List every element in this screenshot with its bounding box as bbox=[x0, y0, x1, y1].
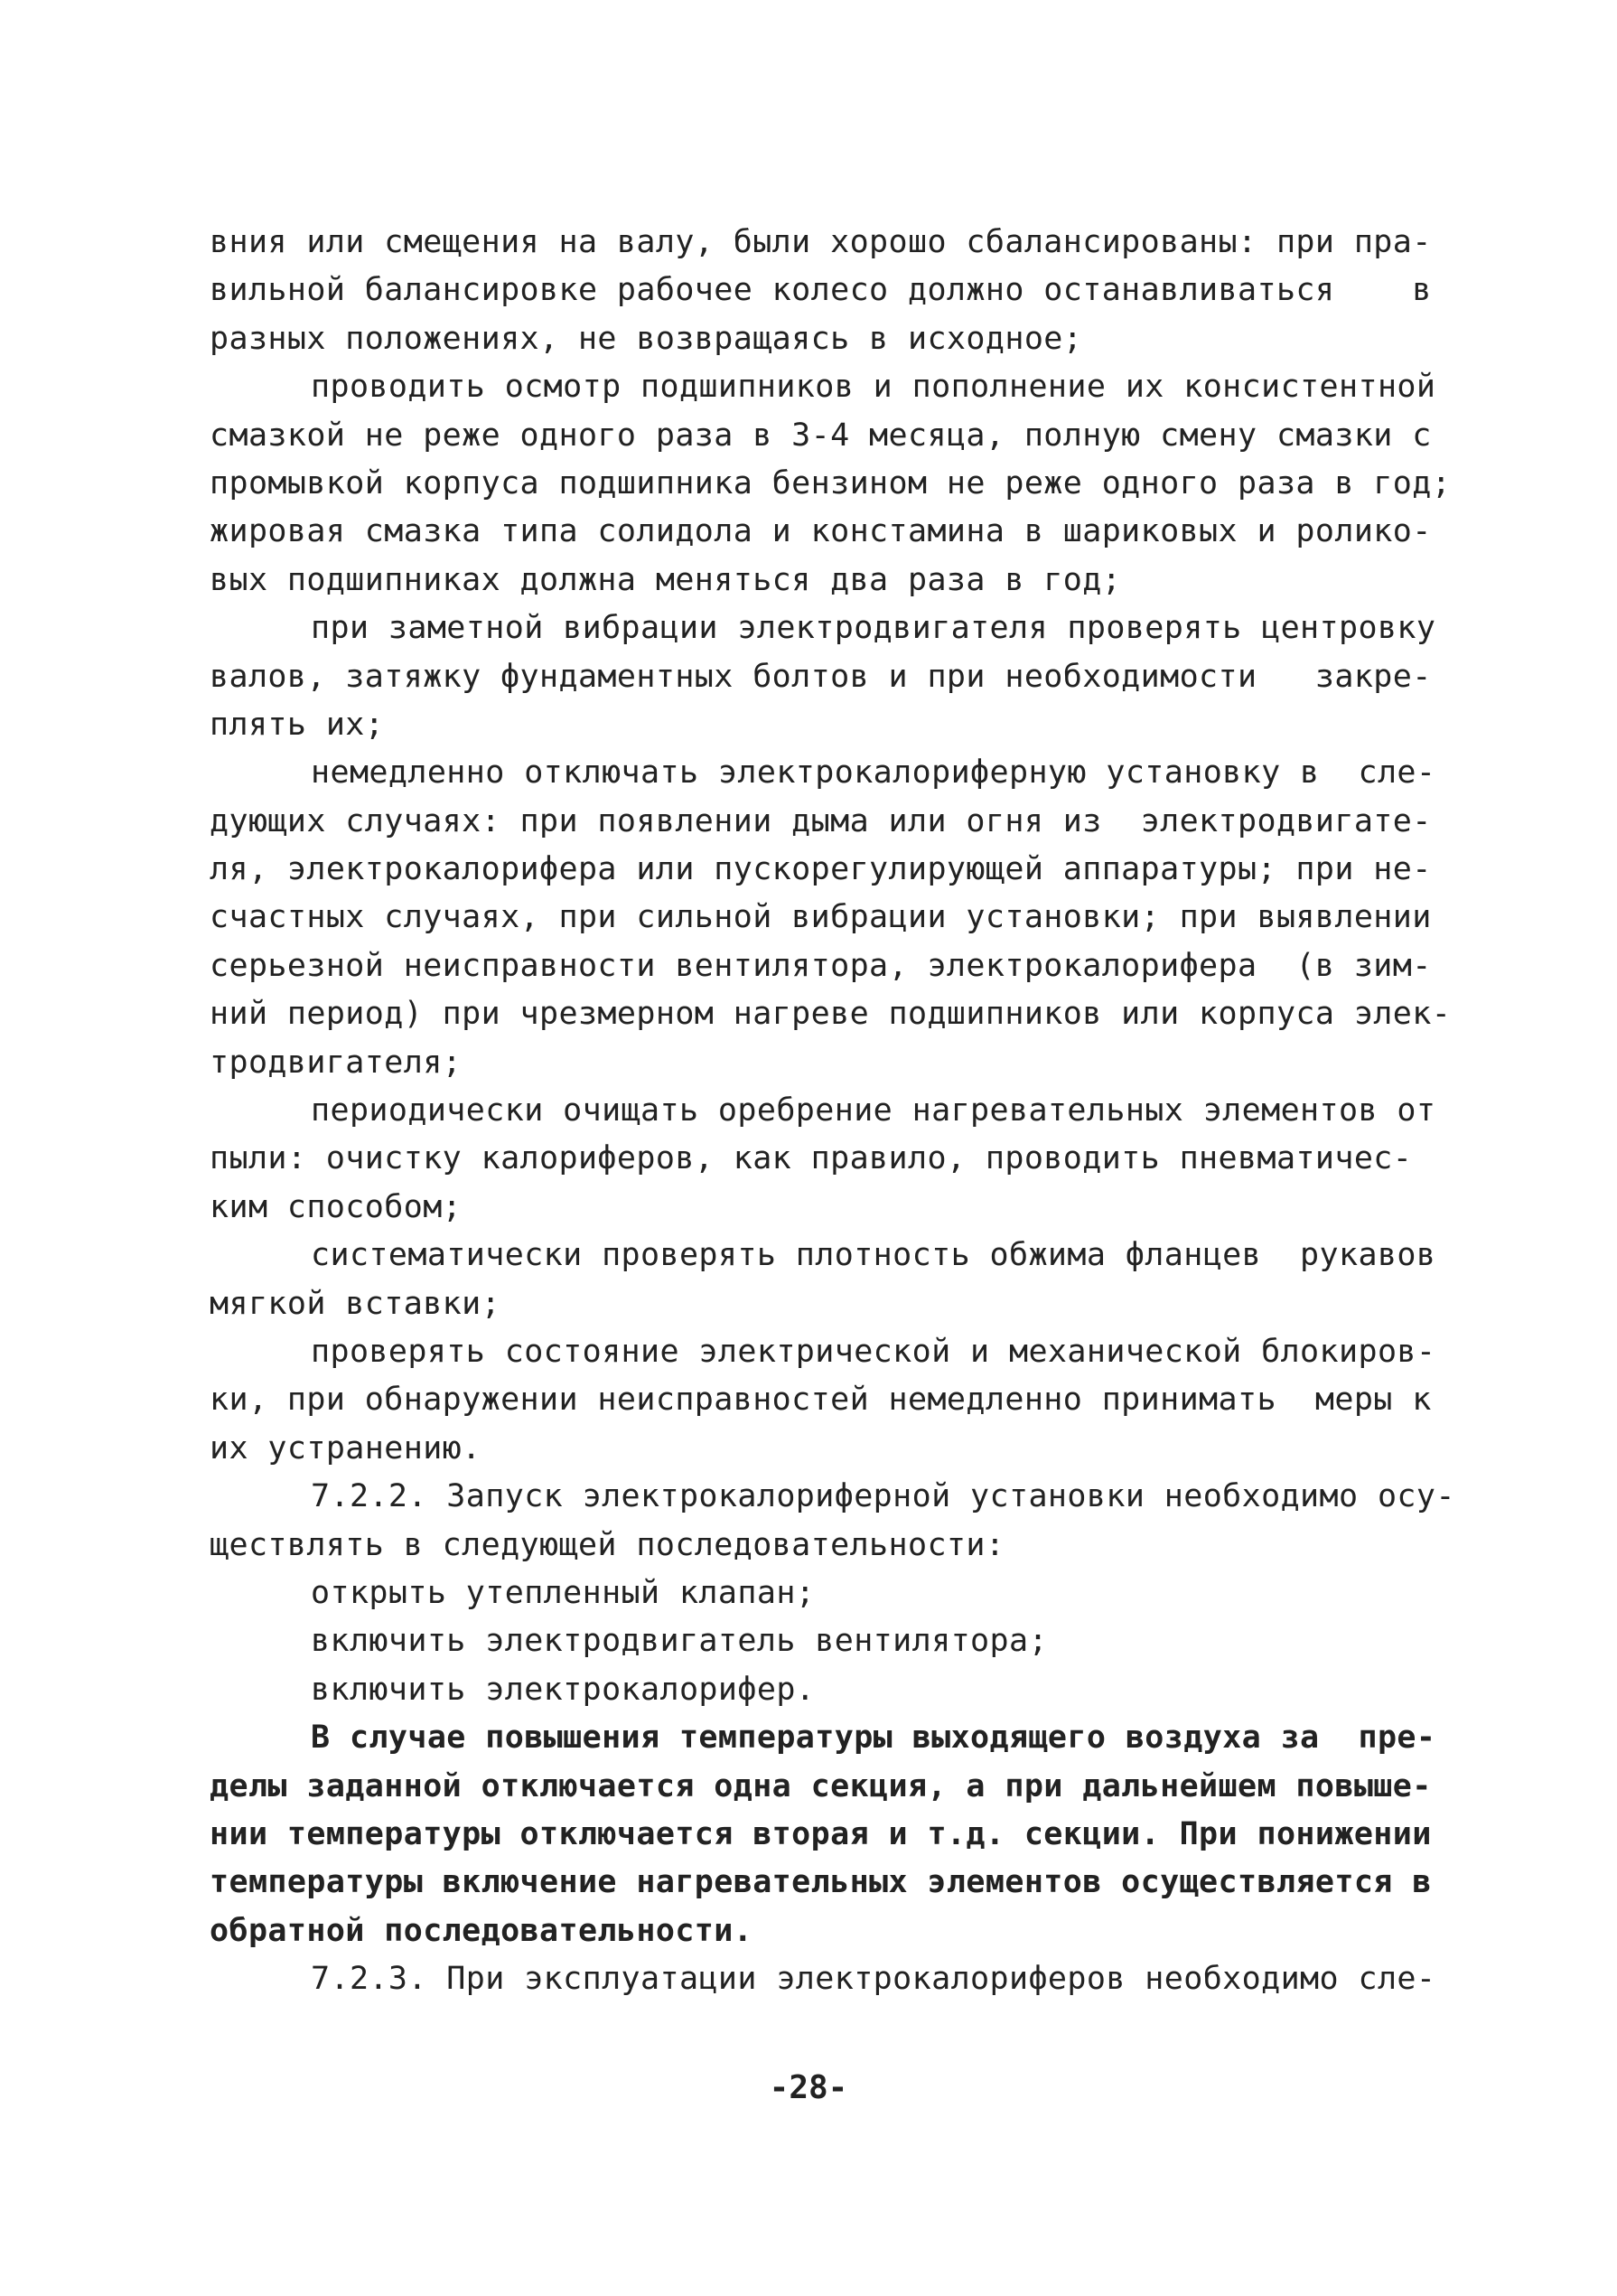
text-line bbox=[210, 1328, 1461, 1376]
text-line-content: немедленно отключать электрокалориферную установку в сле- bbox=[311, 754, 1436, 792]
text-line-content: мягкой вставки; bbox=[210, 1285, 501, 1322]
text-line bbox=[210, 508, 1461, 556]
text-line-content: пыли: очистку калориферов, как правило, проводить пневматичес- bbox=[210, 1140, 1413, 1177]
text-line bbox=[210, 653, 1461, 701]
text-line-content: проводить осмотр подшипников и пополнение их консистентной bbox=[311, 369, 1436, 406]
text-line-content: 7.2.2. Запуск электрокалориферной установки необходимо осу- bbox=[311, 1478, 1455, 1515]
text-line-content: обратной последовательности. bbox=[210, 1912, 753, 1949]
text-line bbox=[210, 1135, 1461, 1183]
text-line-content: 7.2.3. При эксплуатации электрокалориферов необходимо сле- bbox=[311, 1961, 1436, 1998]
text-line bbox=[210, 1570, 1461, 1617]
text-line bbox=[210, 1617, 1461, 1665]
text-line bbox=[210, 749, 1461, 797]
text-line-content: смазкой не реже одного раза в 3-4 месяца, полную смену смазки с bbox=[210, 417, 1432, 454]
text-line bbox=[210, 1425, 1461, 1473]
text-line-content: серьезной неисправности вентилятора, электрокалорифера (в зим- bbox=[210, 947, 1432, 984]
text-line bbox=[210, 894, 1461, 942]
text-line-content: ществлять в следующей последовательности: bbox=[210, 1526, 1005, 1563]
text-line bbox=[210, 1184, 1461, 1232]
text-line-content: ля, электрокалорифера или пускорегулирующей аппаратуры; при не- bbox=[210, 851, 1432, 888]
text-line bbox=[210, 219, 1461, 267]
text-line bbox=[210, 1763, 1461, 1811]
text-line bbox=[210, 846, 1461, 894]
text-line bbox=[210, 1039, 1461, 1087]
text-line-content: жировая смазка типа солидола и констамина в шариковых и ролико- bbox=[210, 513, 1432, 550]
text-line-content: при заметной вибрации электродвигателя проверять центровку bbox=[311, 610, 1436, 647]
text-line bbox=[210, 1522, 1461, 1570]
text-line-content: плять их; bbox=[210, 706, 385, 743]
text-line bbox=[210, 412, 1461, 460]
text-line bbox=[210, 1811, 1461, 1859]
page-number: -28- bbox=[769, 2069, 848, 2106]
text-line-content: промывкой корпуса подшипника бензином не реже одного раза в год; bbox=[210, 464, 1452, 501]
text-line bbox=[210, 942, 1461, 990]
text-line bbox=[210, 1714, 1461, 1762]
text-line bbox=[210, 604, 1461, 652]
text-line-content: разных положениях, не возвращаясь в исходное; bbox=[210, 320, 1083, 357]
text-line-content: включить электрокалорифер. bbox=[311, 1671, 816, 1708]
text-line bbox=[210, 1907, 1461, 1955]
text-line-content: систематически проверять плотность обжима фланцев рукавов bbox=[311, 1237, 1436, 1274]
text-line-content: тродвигателя; bbox=[210, 1044, 463, 1081]
text-line-content: температуры включение нагревательных элементов осуществляется в bbox=[210, 1864, 1432, 1901]
text-line bbox=[210, 267, 1461, 314]
text-line-content: вния или смещения на валу, были хорошо сбалансированы: при пра- bbox=[210, 224, 1432, 260]
text-line-content: делы заданной отключается одна секция, а при дальнейшем повыше- bbox=[210, 1767, 1432, 1804]
text-line bbox=[210, 1376, 1461, 1424]
text-line bbox=[210, 990, 1461, 1038]
text-line-content: В случае повышения температуры выходящего воздуха за пре- bbox=[311, 1720, 1436, 1757]
text-line bbox=[210, 701, 1461, 749]
text-line bbox=[210, 1473, 1461, 1521]
text-line bbox=[210, 1859, 1461, 1907]
text-line-content: вильной балансировке рабочее колесо должно останавливаться в bbox=[210, 272, 1432, 309]
text-line-content: валов, затяжку фундаментных болтов и при необходимости закре- bbox=[210, 658, 1432, 695]
text-line-content: ки, при обнаружении неисправностей немедленно принимать меры к bbox=[210, 1382, 1432, 1419]
text-line bbox=[210, 315, 1461, 363]
text-line-content: счастных случаях, при сильной вибрации установки; при выявлении bbox=[210, 899, 1432, 936]
text-line bbox=[210, 363, 1461, 411]
body-text bbox=[210, 219, 1461, 2003]
text-line bbox=[210, 798, 1461, 846]
text-line-content: ний период) при чрезмерном нагреве подшипников или корпуса элек- bbox=[210, 996, 1452, 1033]
text-line-content: дующих случаях: при появлении дыма или огня из электродвигате- bbox=[210, 802, 1432, 839]
text-line-content: их устранению. bbox=[210, 1429, 481, 1467]
text-line-content: вых подшипниках должна меняться два раза в год; bbox=[210, 561, 1122, 598]
text-line-content: открыть утепленный клапан; bbox=[311, 1574, 816, 1611]
text-line-content: нии температуры отключается вторая и т.д. секции. При понижении bbox=[210, 1815, 1432, 1852]
text-line bbox=[210, 460, 1461, 508]
text-line-content: ким способом; bbox=[210, 1188, 463, 1225]
text-line bbox=[210, 1232, 1461, 1279]
text-line-content: проверять состояние электрической и механической блокиров- bbox=[311, 1333, 1436, 1370]
text-line bbox=[210, 1280, 1461, 1328]
text-line bbox=[210, 1087, 1461, 1135]
text-line bbox=[210, 557, 1461, 604]
text-line bbox=[210, 1666, 1461, 1714]
text-line-content: периодически очищать оребрение нагревательных элементов от bbox=[311, 1092, 1436, 1129]
text-line bbox=[210, 1955, 1461, 2003]
text-line-content: включить электродвигатель вентилятора; bbox=[311, 1623, 1048, 1660]
